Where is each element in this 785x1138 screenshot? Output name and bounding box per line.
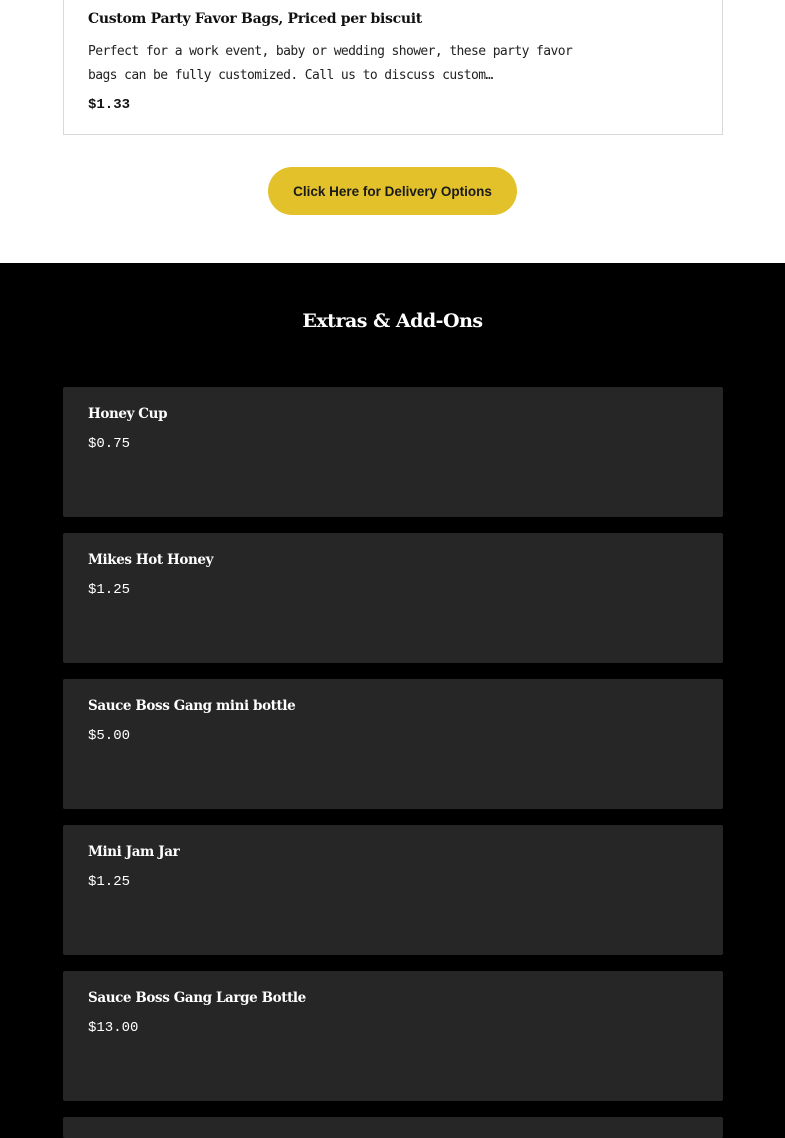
- extra-item-price: $1.25: [88, 874, 131, 890]
- extra-item-price: $13.00: [88, 1020, 139, 1036]
- extra-item-price: $5.00: [88, 728, 131, 744]
- extra-item-name: Sauce Boss Gang mini bottle: [88, 698, 296, 714]
- extra-item-price: $0.75: [88, 436, 131, 452]
- extra-item-card[interactable]: [63, 971, 723, 1101]
- extra-item-name: Honey Cup: [88, 406, 168, 422]
- menu-item-card[interactable]: [63, 0, 723, 135]
- extra-item-card[interactable]: [63, 679, 723, 809]
- menu-item-description: Perfect for a work event, baby or wedding shower, these party favor bags can be fully customized. Call us to discuss custom…: [88, 44, 573, 83]
- menu-item-price: $1.33: [88, 97, 131, 113]
- extra-item-price: $1.25: [88, 582, 131, 598]
- extra-item-card[interactable]: [63, 825, 723, 955]
- menu-item-title: Custom Party Favor Bags, Priced per biscuit: [88, 11, 422, 27]
- extra-item-card[interactable]: [63, 387, 723, 517]
- extras-section: [0, 263, 785, 1138]
- extra-item-card[interactable]: [63, 533, 723, 663]
- extra-item-name: Mikes Hot Honey: [88, 552, 214, 568]
- extra-item-name: Sauce Boss Gang Large Bottle: [88, 990, 306, 1006]
- extra-item-card-partial[interactable]: [63, 1117, 723, 1138]
- delivery-options-button[interactable]: Click Here for Delivery Options: [268, 167, 517, 215]
- menu-top-section: [0, 0, 785, 263]
- section-title: Extras & Add-Ons: [302, 310, 483, 332]
- extra-item-name: Mini Jam Jar: [88, 844, 180, 860]
